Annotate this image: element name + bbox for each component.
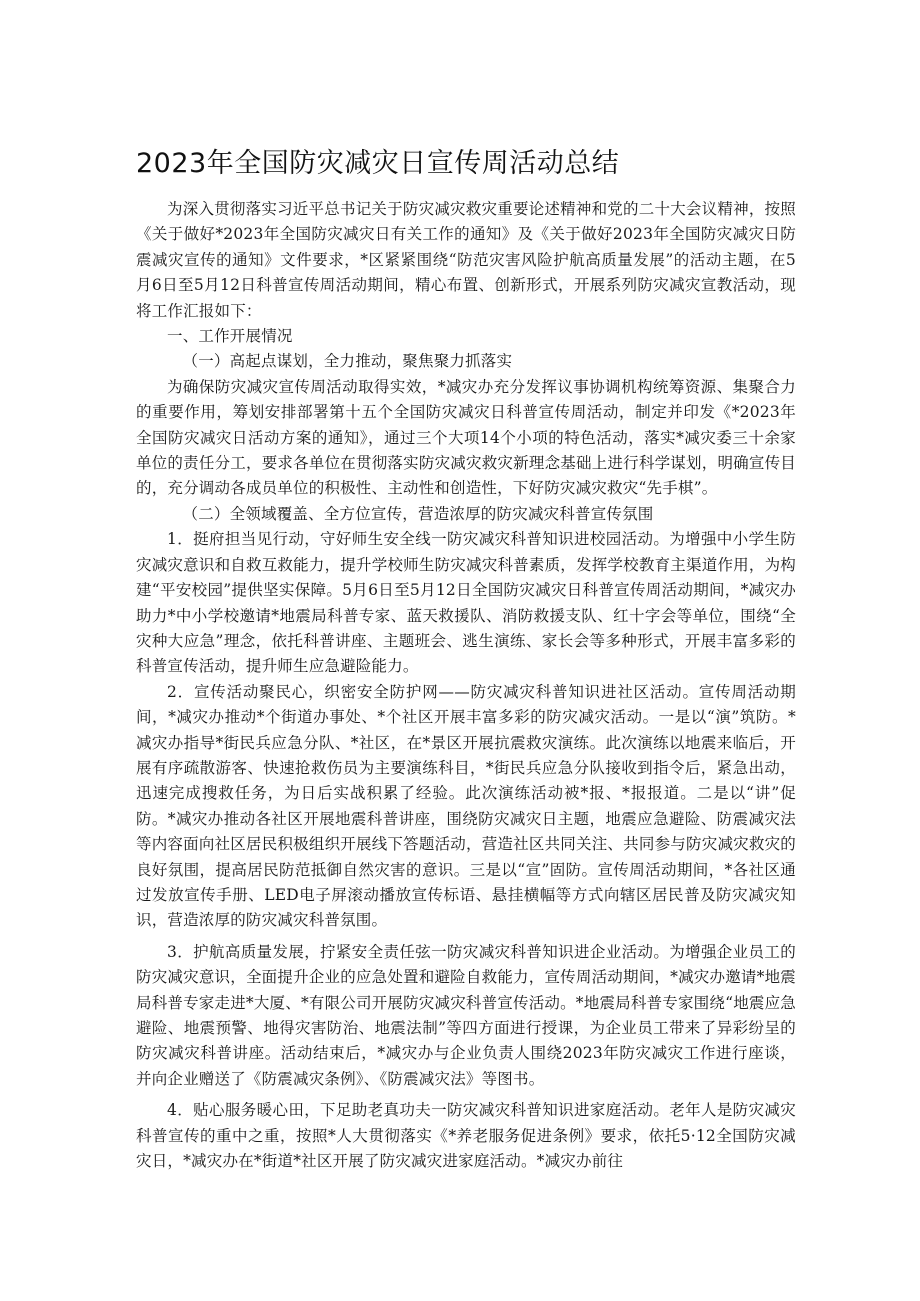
section-heading-1: 一、工作开展情况 [167, 327, 293, 346]
intro-paragraph: 为深入贯彻落实习近平总书记关于防灾减灾救灾重要论述精神和党的二十大会议精神，按照《关于做好*2023年全国防灾减灾日有关工作的通知》及《关于做好2023年全国防灾减灾日防震减灾宣传的通知》文件要求，*区紧紧围绕“防范灾害风险护航高质量发展”的活动主题，在5月6日至5月12日科普宣传周活动期间，精心布置、创新形式，开展系列防灾减灾宣教活动，现将工作汇报如下： [136, 200, 796, 320]
document-body [136, 197, 796, 1174]
subsection-paragraph-1: 为确保防灾减灾宣传周活动取得实效，*减灾办充分发挥议事协调机构统筹资源、集聚合力的重要作用，筹划安排部署第十五个全国防灾减灾日科普宣传周活动，制定并印发《*2023年全国防灾减灾日活动方案的通知》，通过三个大项14个小项的特色活动，落实*减灾委三十余家单位的责任分工，要求各单位在贯彻落实防灾减灾救灾新理念基础上进行科学谋划，明确宣传目的，充分调动各成员单位的积极性、主动性和创造性，下好防灾减灾救灾“先手棋”。 [136, 377, 796, 498]
document-title: 2023年全国防灾减灾日宣传周活动总结 [136, 148, 620, 179]
list-item-3: 3．护航高质量发展，拧紧安全责任弦一防灾减灾科普知识进企业活动。为增强企业员工的防灾减灾意识，全面提升企业的应急处置和避险自救能力，宣传周活动期间，*减灾办邀请*地震局科普专家走进*大厦、*有限公司开展防灾减灾科普宣传活动。*地震局科普专家围绕“地震应急避险、地震预警、地得灾害防治、地震法制”等四方面进行授课，为企业员工带来了异彩纷呈的防灾减灾科普讲座。活动结束后，*减灾办与企业负责人围绕2023年防灾减灾工作进行座谈，并向企业赠送了《防震减灾条例》、《防震减灾法》等图书。 [136, 942, 796, 1088]
subsection-heading-1: （一）高起点谋划，全力推动，聚焦聚力抓落实 [182, 352, 513, 371]
subsection-heading-2: （二）全领域覆盖、全方位宣传，营造浓厚的防灾减灾科普宣传氛围 [182, 504, 654, 523]
list-item-4: 4．贴心服务暖心田，下足助老真功夫一防灾减灾科普知识进家庭活动。老年人是防灾减灾科普宣传的重中之重，按照*人大贯彻落实《*养老服务促进条例》要求，依托5·12全国防灾减灾日，*减灾办在*街道*社区开展了防灾减灾进家庭活动。*减灾办前往 [136, 1101, 796, 1171]
list-item-1: 1．挺府担当见行动，守好师生安全线一防灾减灾科普知识进校园活动。为增强中小学生防灾减灾意识和自救互救能力，提升学校师生防灾减灾科普素质，发挥学校教育主渠道作用，为构建“平安校园”提供坚实保障。5月6日至5月12日全国防灾减灾日科普宣传周活动期间，*减灾办助力*中小学校邀请*地震局科普专家、蓝天救援队、消防救援支队、红十字会等单位，围绕“全灾种大应急”理念，依托科普讲座、主题班会、逃生演练、家长会等多种形式，开展丰富多彩的科普宣传活动，提升师生应急避险能力。 [136, 530, 796, 676]
list-item-2: 2．宣传活动聚民心，织密安全防护网——防灾减灾科普知识进社区活动。宣传周活动期间，*减灾办推动*个街道办事处、*个社区开展丰富多彩的防灾减灾活动。一是以“演”筑防。*减灾办指导*街民兵应急分队、*社区，在*景区开展抗震救灾演练。此次演练以地震来临后，开展有序疏散游客、快速抢救伤员为主要演练科目，*街民兵应急分队接收到指令后，紧急出动，迅速完成搜救任务，为日后实战积累了经验。此次演练活动被*报、*报报道。二是以“讲”促防。*减灾办推动各社区开展地震科普讲座，围绕防灾减灾日主题，地震应急避险、防震减灾法等内容面向社区居民积极组织开展线下答题活动，营造社区共同关注、共同参与防灾减灾救灾的良好氛围，提高居民防范抵御自然灾害的意识。三是以“宣”固防。宣传周活动期间，*各社区通过发放宣传手册、LED电子屏滚动播放宣传标语、悬挂横幅等方式向辖区居民普及防灾减灾知识，营造浓厚的防灾减灾科普氛围。 [136, 682, 796, 930]
